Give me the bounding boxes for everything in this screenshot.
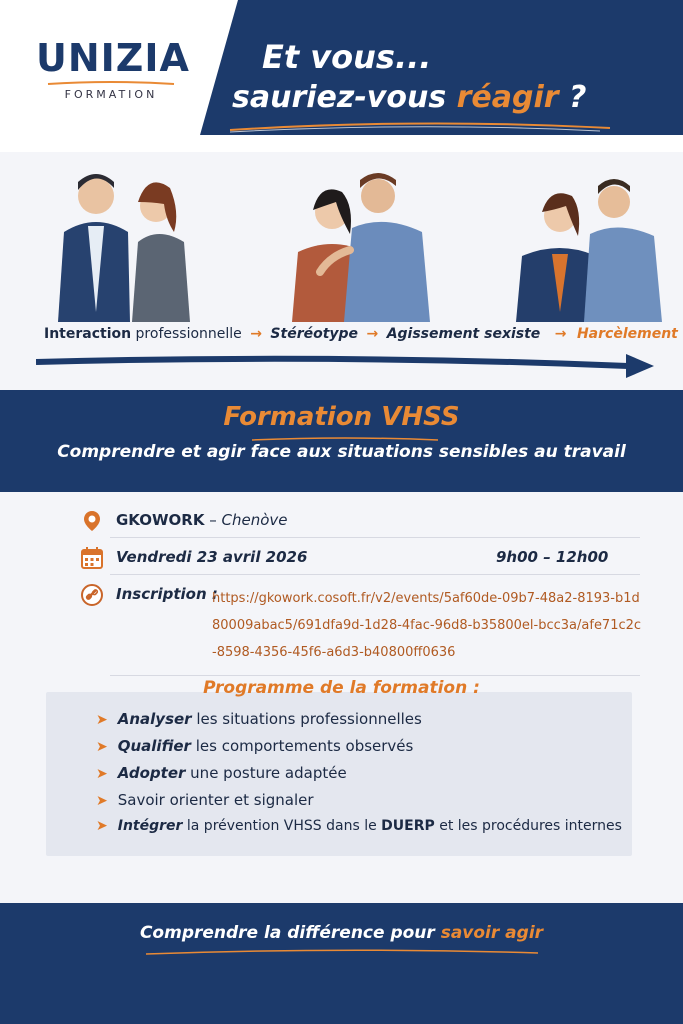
header-banner <box>0 0 683 152</box>
programme-item <box>96 764 622 791</box>
location-text <box>116 511 288 529</box>
location-row <box>80 503 640 535</box>
headline-prefix: sauriez-vous <box>232 80 447 115</box>
programme-item-rest: la prévention VHSS dans le <box>182 818 382 834</box>
flow-step-harassment: Harcèlement <box>576 326 678 342</box>
divider <box>110 675 640 676</box>
programme-item <box>96 791 622 818</box>
programme-item-bold: Intégrer <box>117 818 183 834</box>
divider <box>110 574 640 575</box>
programme-item-bold: Qualifier <box>117 737 191 755</box>
logo-wordmark: UNIZIA <box>36 36 190 80</box>
training-subtitle: Comprendre et agir face aux situations sensibles au travail <box>57 442 626 462</box>
headline-accent: réagir <box>456 80 559 115</box>
footer-banner <box>0 903 683 1024</box>
people-illustration <box>0 162 683 322</box>
footer-tagline <box>0 923 683 943</box>
programme-list <box>96 710 622 845</box>
logo-subtitle: FORMATION <box>64 88 158 101</box>
inscription-label: Inscription : <box>116 585 218 603</box>
date-text <box>116 548 307 566</box>
location-pin-icon <box>80 509 104 533</box>
programme-item-rest: une posture adaptée <box>185 764 347 782</box>
arrow-right-icon: → <box>250 326 262 342</box>
event-info <box>80 503 640 678</box>
event-time: 9h00 – 12h00 <box>496 548 609 566</box>
flow-step-interaction-bold: Interaction <box>44 326 132 342</box>
location-separator: – <box>204 511 222 529</box>
date-row <box>80 540 640 572</box>
chevron-right-icon: ➤ <box>96 739 108 755</box>
headline-line1: Et vous... <box>262 38 432 76</box>
event-date: Vendredi 23 avril 2026 <box>116 548 308 566</box>
programme-title: Programme de la formation : <box>203 678 480 698</box>
programme-item-rest: Savoir orienter et signaler <box>117 791 314 809</box>
flow-labels <box>44 326 678 342</box>
flow-step-stereotype: Stéréotype <box>270 326 359 342</box>
flow-long-arrow-icon <box>36 344 656 378</box>
professional-interaction-illustration <box>34 162 204 322</box>
flow-step-interaction <box>44 326 242 342</box>
programme-item <box>96 818 622 845</box>
harassment-illustration <box>506 162 676 322</box>
programme-item <box>96 737 622 764</box>
headline-underline <box>220 120 620 134</box>
programme-item-bold-acronym: DUERP <box>381 818 435 834</box>
flow-step-sexist-act: Agissement sexiste <box>386 326 541 342</box>
location-name: GKOWORK <box>116 511 205 529</box>
programme-item-rest: les comportements observés <box>190 737 414 755</box>
escalation-flow <box>36 326 678 376</box>
programme-item-rest-2: et les procédures internes <box>434 818 622 834</box>
programme-item-bold: Analyser <box>117 710 192 728</box>
training-title: Formation VHSS <box>223 402 460 432</box>
flow-step-interaction-rest: professionnelle <box>131 326 242 342</box>
chevron-right-icon: ➤ <box>96 712 108 728</box>
footer-tagline-accent: savoir agir <box>440 923 544 943</box>
headline-suffix: ? <box>569 80 587 115</box>
chevron-right-icon: ➤ <box>96 818 108 834</box>
unizia-logo <box>36 36 190 101</box>
programme-item-rest: les situations professionnelles <box>191 710 422 728</box>
chevron-right-icon: ➤ <box>96 793 108 809</box>
arrow-right-icon: → <box>554 326 567 342</box>
programme-item <box>96 710 622 737</box>
inscription-row <box>80 577 640 673</box>
stereotype-illustration <box>280 162 440 322</box>
training-band <box>0 390 683 492</box>
programme-item-bold: Adopter <box>117 764 186 782</box>
headline-line2 <box>232 80 586 115</box>
inscription-link[interactable]: https://gkowork.cosoft.fr/v2/events/5af60de-09b7-48a2-8193-b1d80009abac5/691dfa9d-1d28-4fac-96d8-b35800el-bcc3a/afe71c2c-8598-4356-45f6-a6d3-b40800ff0636 <box>212 591 642 660</box>
footer-tagline-prefix: Comprendre la différence pour <box>139 923 441 943</box>
chevron-right-icon: ➤ <box>96 766 108 782</box>
link-icon <box>80 583 104 607</box>
logo-swoosh-icon <box>46 80 176 86</box>
location-city: Chenòve <box>221 511 288 529</box>
divider <box>110 537 640 538</box>
arrow-right-icon: → <box>366 326 379 342</box>
training-title-underline <box>250 436 440 442</box>
footer-underline <box>142 947 542 957</box>
calendar-icon <box>80 546 104 570</box>
